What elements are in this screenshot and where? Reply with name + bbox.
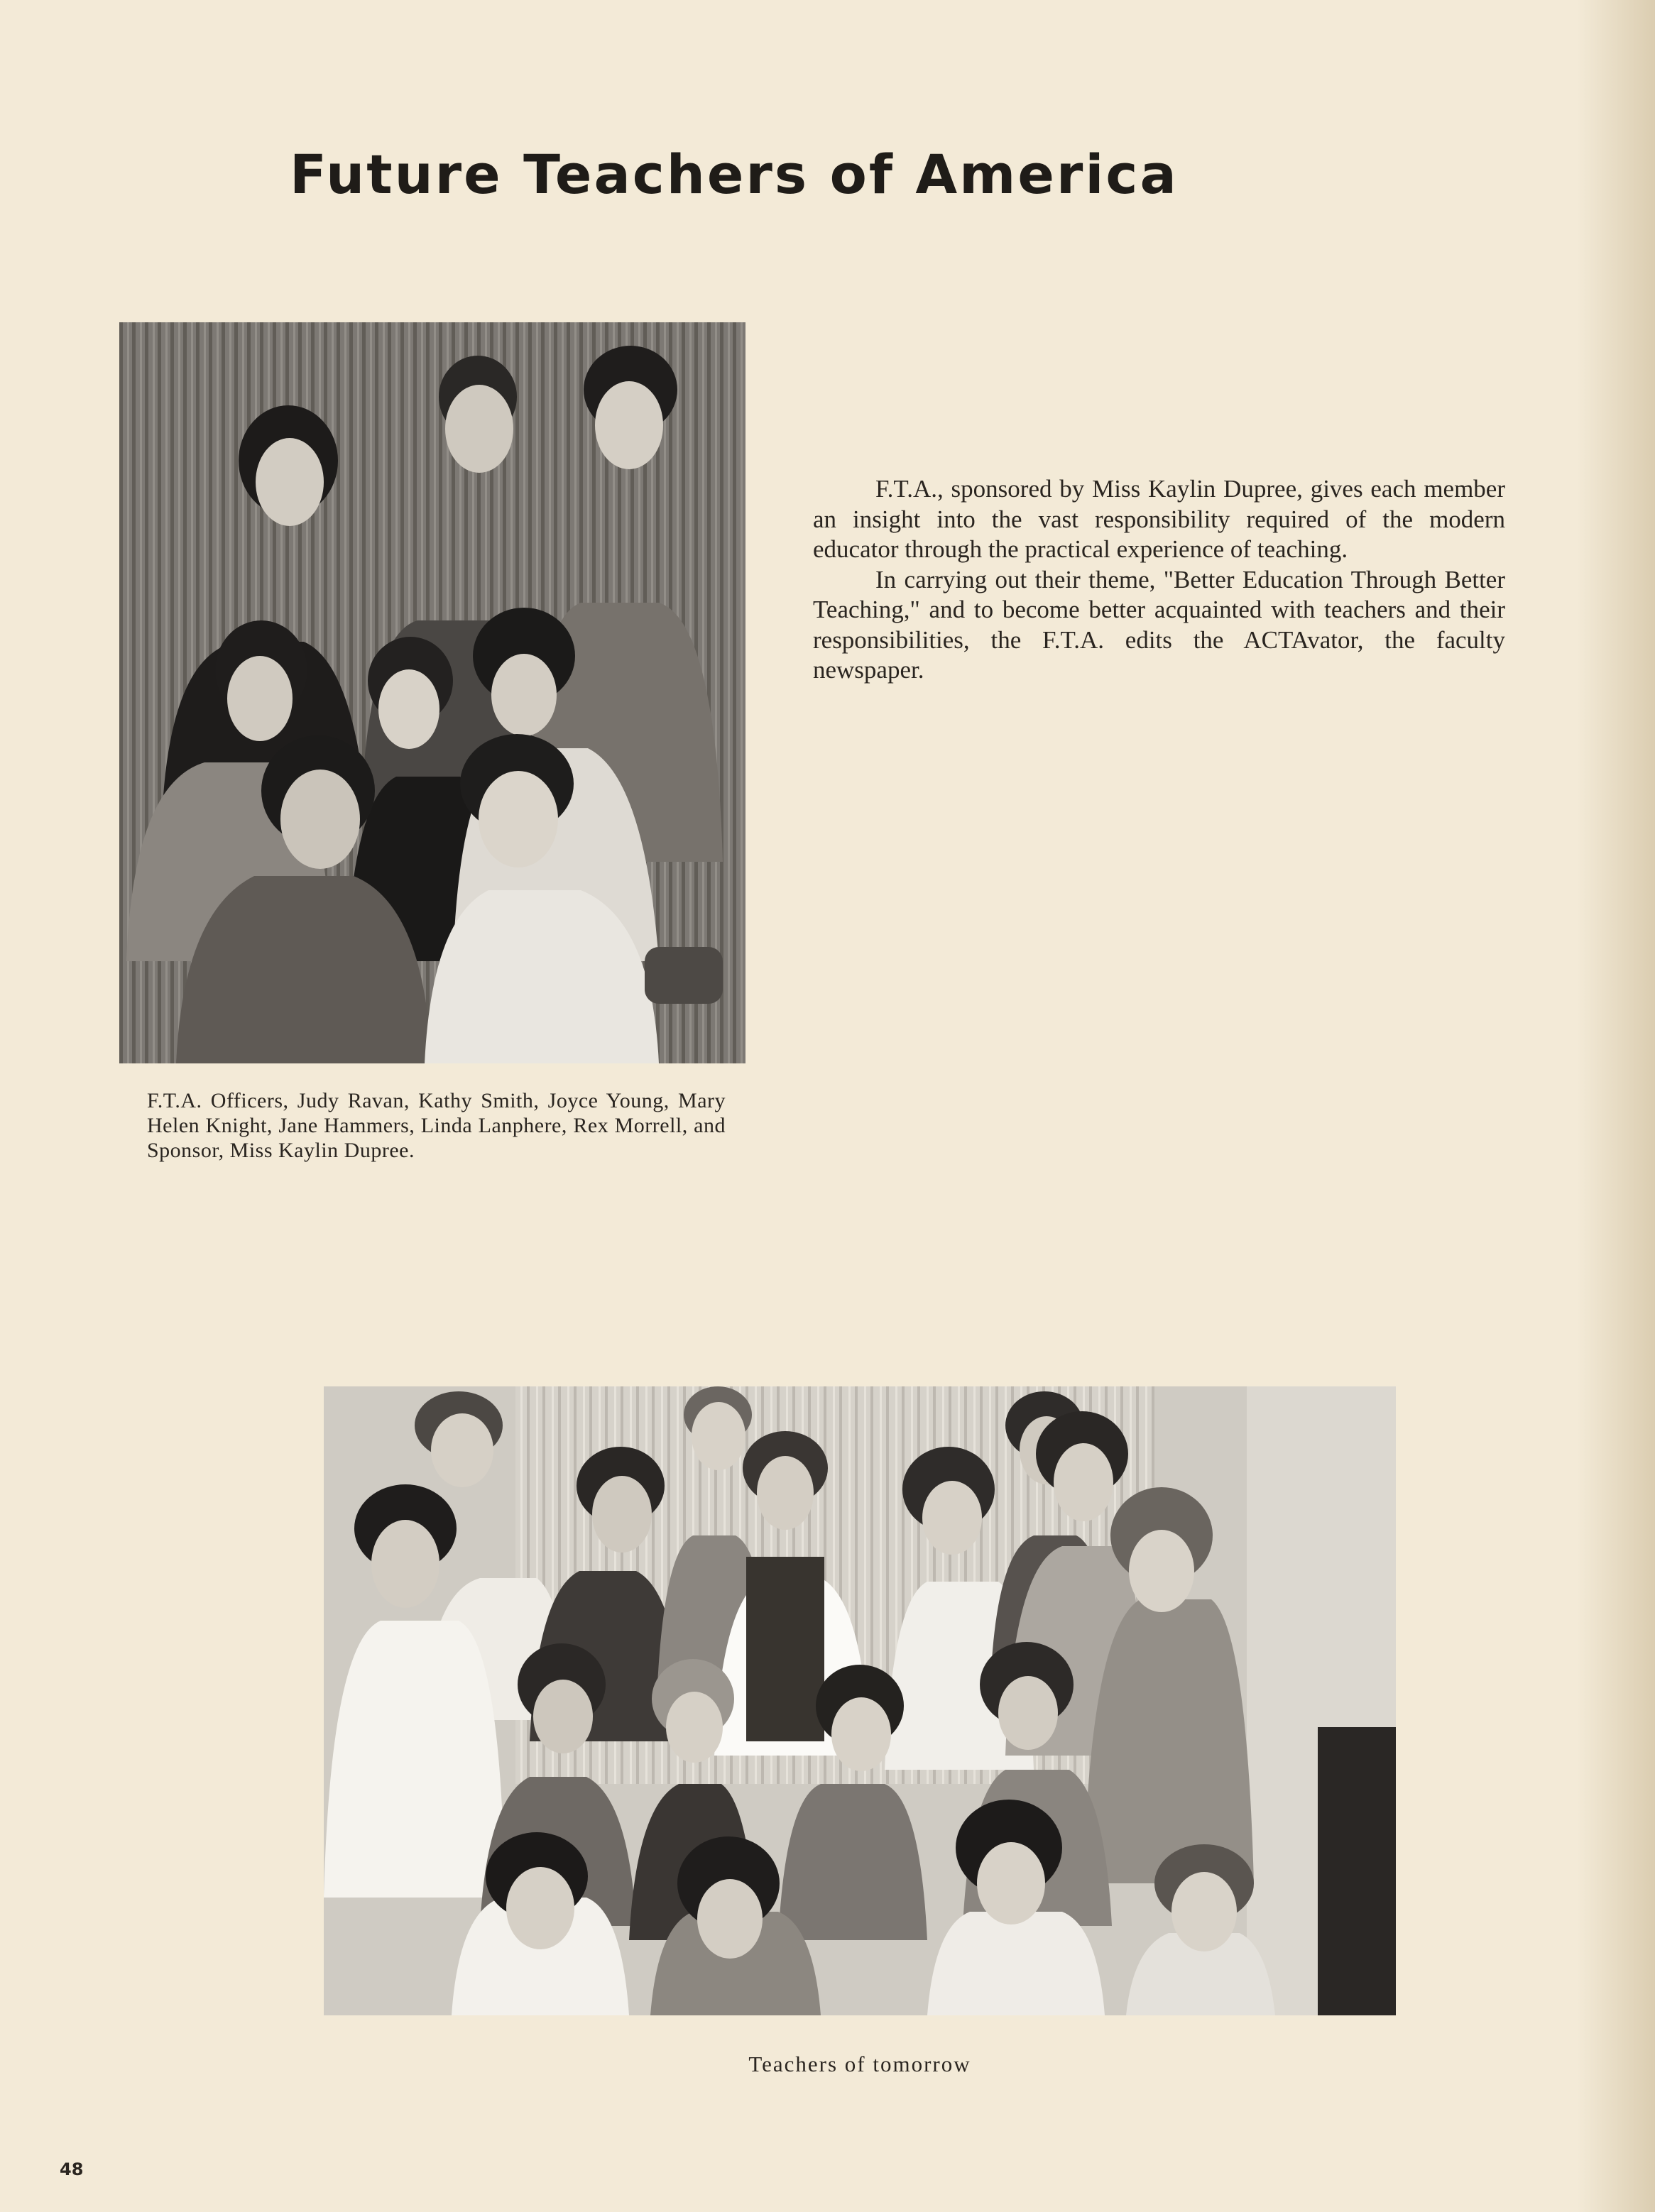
article-paragraph: In carrying out their theme, "Better Education Through Better Teaching," and to become better acquainted with teachers and their responsibilities, the F.T.A. edits the ACTAvator, the faculty newspaper. [813,565,1505,684]
members-photo [324,1386,1396,2015]
article-paragraph: F.T.A., sponsored by Miss Kaylin Dupree, gives each member an insight into the vast responsibility required of the modern educator through the practical experience of teaching. [813,475,1505,563]
members-caption: Teachers of tomorrow [748,2052,971,2076]
officers-photo-illustration [119,322,745,1063]
members-photo-illustration [324,1386,1396,2015]
page-title: Future Teachers of America [290,142,1179,206]
officers-photo [119,322,745,1063]
officers-caption: F.T.A. Officers, Judy Ravan, Kathy Smith, Joyce Young, Mary Helen Knight, Jane Hammers, Linda Lanphere, Rex Morrell, and Sponsor, Miss Kaylin Dupree. [147,1089,726,1162]
page-edge-shadow [1577,0,1655,2212]
page-number: 48 [60,2159,84,2179]
article-text [813,474,1505,686]
